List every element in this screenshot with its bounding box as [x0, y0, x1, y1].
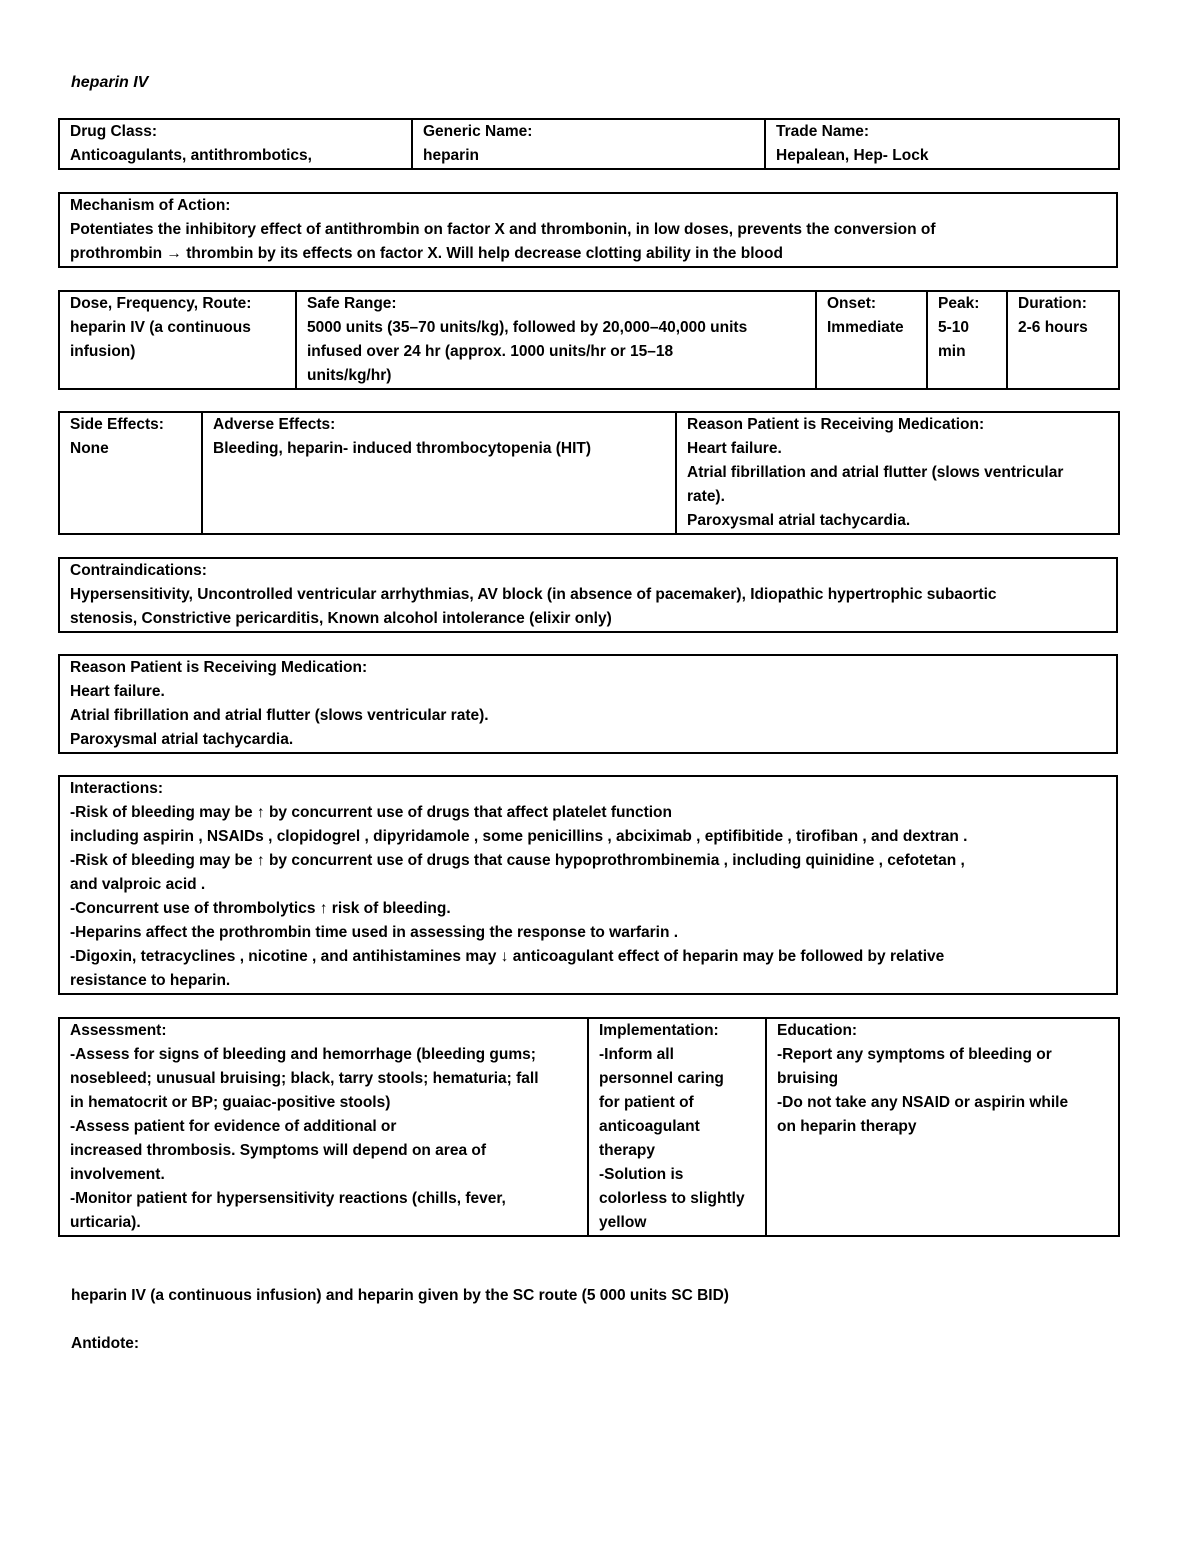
duration-value: 2-6 hours [1018, 319, 1088, 336]
education-line: bruising [777, 1070, 839, 1087]
adverse-effects-label: Adverse Effects: [213, 416, 336, 433]
reason-line: rate). [687, 488, 725, 505]
interactions-line: including aspirin , NSAIDs , clopidogrel , dipyridamole , some penicillins , abciximab , eptifibitide , tirofiban , and dextran . [70, 828, 968, 845]
assessment-line: urticaria). [70, 1214, 141, 1231]
education-line: -Report any symptoms of bleeding or [777, 1046, 1052, 1063]
implementation-line: anticoagulant [599, 1118, 700, 1135]
assessment-cell [59, 1018, 588, 1236]
contraindications-line: stenosis, Constrictive pericarditis, Known alcohol intolerance (elixir only) [70, 610, 612, 627]
mechanism-label: Mechanism of Action: [70, 197, 231, 214]
reason-full-label: Reason Patient is Receiving Medication: [70, 659, 368, 676]
generic-name-value: heparin [423, 147, 479, 164]
education-cell [766, 1018, 1119, 1236]
implementation-cell [588, 1018, 766, 1236]
side-effects-value: None [70, 440, 109, 457]
reason-full-cell [59, 655, 1117, 753]
interactions-table [58, 775, 1118, 995]
assessment-line: in hematocrit or BP; guaiac-positive stools) [70, 1094, 391, 1111]
contraindications-cell [59, 558, 1117, 632]
interactions-line: -Heparins affect the prothrombin time used in assessing the response to warfarin . [70, 924, 679, 941]
implementation-line: therapy [599, 1142, 655, 1159]
education-line: -Do not take any NSAID or aspirin while [777, 1094, 1069, 1111]
interactions-line: -Risk of bleeding may be ↑ by concurrent use of drugs that affect platelet function [70, 804, 672, 821]
side-effects-cell [59, 412, 202, 534]
contraindications-label: Contraindications: [70, 562, 207, 579]
interactions-line: -Risk of bleeding may be ↑ by concurrent use of drugs that cause hypoprothrombinemia , including quinidine , cefotetan , [70, 852, 965, 869]
mechanism-line: prothrombin → thrombin by its effects on factor X. Will help decrease clotting ability in the blood [70, 245, 783, 262]
mechanism-cell [59, 193, 1117, 267]
contraindications-table [58, 557, 1118, 633]
education-line: on heparin therapy [777, 1118, 917, 1135]
reason-full-line: Atrial fibrillation and atrial flutter (slows ventricular rate). [70, 707, 489, 724]
duration-cell [1007, 291, 1119, 389]
mechanism-line: Potentiates the inhibitory effect of antithrombin on factor X and thrombonin, in low doses, prevents the conversion of [70, 221, 936, 238]
safe-range-line: units/kg/hr) [307, 367, 392, 384]
footer-note: heparin IV (a continuous infusion) and heparin given by the SC route (5 000 units SC BID) [71, 1287, 729, 1304]
antidote-label: Antidote: [71, 1335, 140, 1352]
duration-label: Duration: [1018, 295, 1087, 312]
generic-name-label: Generic Name: [423, 123, 533, 140]
implementation-label: Implementation: [599, 1022, 719, 1039]
onset-value: Immediate [827, 319, 904, 336]
dose-table [58, 290, 1120, 390]
onset-cell [816, 291, 927, 389]
dose-cell [59, 291, 296, 389]
reason-label: Reason Patient is Receiving Medication: [687, 416, 985, 433]
generic-name-cell [412, 119, 765, 169]
trade-name-cell [765, 119, 1119, 169]
assessment-line: -Monitor patient for hypersensitivity reactions (chills, fever, [70, 1190, 506, 1207]
safe-range-label: Safe Range: [307, 295, 397, 312]
dose-label: Dose, Frequency, Route: [70, 295, 252, 312]
interactions-label: Interactions: [70, 780, 164, 797]
mechanism-table [58, 192, 1118, 268]
peak-line: 5-10 [938, 319, 970, 336]
adverse-effects-value: Bleeding, heparin- induced thrombocytopenia (HIT) [213, 440, 592, 457]
implementation-line: -Solution is [599, 1166, 684, 1183]
care-table [58, 1017, 1120, 1237]
interactions-line: -Concurrent use of thrombolytics ↑ risk of bleeding. [70, 900, 451, 917]
peak-cell [927, 291, 1007, 389]
interactions-line: -Digoxin, tetracyclines , nicotine , and antihistamines may ↓ anticoagulant effect of heparin may be followed by relative [70, 948, 945, 965]
drug-class-label: Drug Class: [70, 123, 157, 140]
reason-cell [676, 412, 1119, 534]
page-title: heparin IV [71, 74, 149, 91]
reason-full-line: Heart failure. [70, 683, 165, 700]
implementation-line: personnel caring [599, 1070, 724, 1087]
side-effects-label: Side Effects: [70, 416, 164, 433]
drug-class-value: Anticoagulants, antithrombotics, [70, 147, 312, 164]
reason-line: Heart failure. [687, 440, 782, 457]
dose-line: heparin IV (a continuous [70, 319, 251, 336]
assessment-line: -Assess for signs of bleeding and hemorrhage (bleeding gums; [70, 1046, 536, 1063]
interactions-line: resistance to heparin. [70, 972, 231, 989]
implementation-line: for patient of [599, 1094, 694, 1111]
reason-line: Paroxysmal atrial tachycardia. [687, 512, 911, 529]
interactions-cell [59, 776, 1117, 994]
assessment-line: increased thrombosis. Symptoms will depend on area of [70, 1142, 487, 1159]
interactions-line: and valproic acid . [70, 876, 206, 893]
onset-label: Onset: [827, 295, 877, 312]
reason-table [58, 654, 1118, 754]
contraindications-line: Hypersensitivity, Uncontrolled ventricular arrhythmias, AV block (in absence of pacemaker), Idiopathic hypertrophic subaortic [70, 586, 997, 603]
implementation-line: -Inform all [599, 1046, 674, 1063]
reason-line: Atrial fibrillation and atrial flutter (slows ventricular [687, 464, 1064, 481]
peak-label: Peak: [938, 295, 980, 312]
safe-range-line: 5000 units (35–70 units/kg), followed by 20,000–40,000 units [307, 319, 748, 336]
implementation-line: colorless to slightly [599, 1190, 745, 1207]
trade-name-value: Hepalean, Hep- Lock [776, 147, 929, 164]
peak-line: min [938, 343, 966, 360]
safe-range-line: infused over 24 hr (approx. 1000 units/hr or 15–18 [307, 343, 674, 360]
safe-range-cell [296, 291, 816, 389]
dose-line: infusion) [70, 343, 136, 360]
education-label: Education: [777, 1022, 858, 1039]
trade-name-label: Trade Name: [776, 123, 870, 140]
implementation-line: yellow [599, 1214, 647, 1231]
assessment-line: -Assess patient for evidence of additional or [70, 1118, 397, 1135]
drug-identity-table [58, 118, 1120, 170]
effects-table [58, 411, 1120, 535]
assessment-line: involvement. [70, 1166, 165, 1183]
drug-class-cell [59, 119, 412, 169]
adverse-effects-cell [202, 412, 676, 534]
assessment-line: nosebleed; unusual bruising; black, tarry stools; hematuria; fall [70, 1070, 539, 1087]
reason-full-line: Paroxysmal atrial tachycardia. [70, 731, 294, 748]
assessment-label: Assessment: [70, 1022, 167, 1039]
